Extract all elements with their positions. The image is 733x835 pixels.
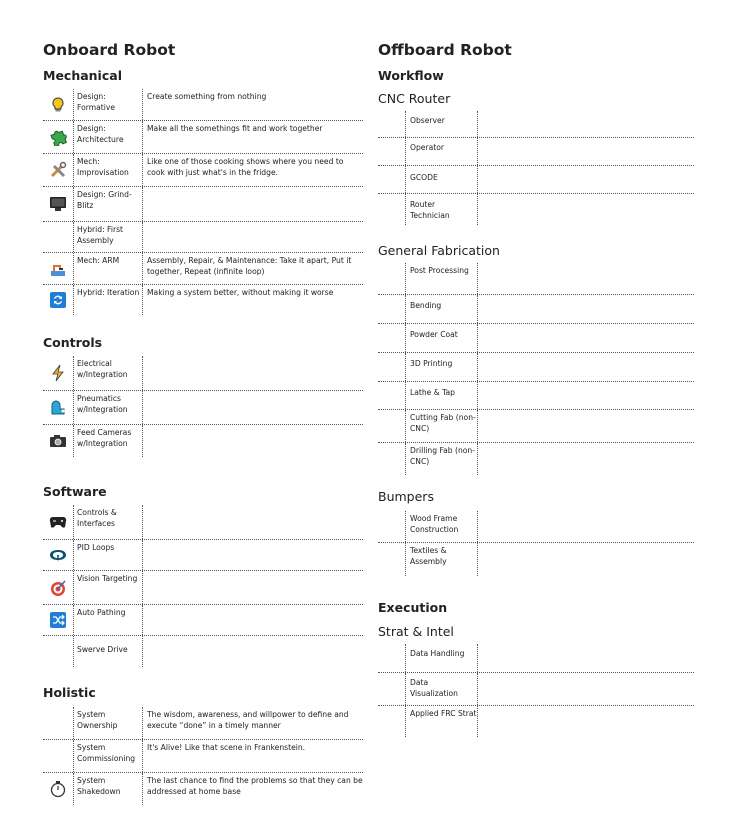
row-name: Electrical w/Integration <box>73 356 143 390</box>
row-name: Design: Formative <box>73 89 143 120</box>
row-name: Design: Architecture <box>73 121 143 153</box>
mechanical-table <box>43 89 363 315</box>
table-row <box>378 706 694 737</box>
pneumatic-icon <box>43 391 73 424</box>
table-row <box>43 154 363 187</box>
strat-heading: Strat & Intel <box>378 624 454 639</box>
table-row <box>378 511 694 543</box>
row-desc <box>145 187 363 189</box>
target-icon <box>43 571 73 604</box>
lightbulb-icon <box>43 89 73 120</box>
table-row <box>43 425 363 457</box>
row-desc <box>145 222 363 224</box>
row-desc: Like one of those cooking shows where you need to cook with just what's in the fridge. <box>147 157 344 177</box>
row-name: Data Handling <box>405 644 478 672</box>
row-desc <box>145 540 363 542</box>
row-name: Cutting Fab (non-CNC) <box>405 410 478 442</box>
row-name: Pneumatics w/Integration <box>73 391 143 424</box>
row-name: Feed Cameras w/Integration <box>73 425 143 457</box>
row-desc: The wisdom, awareness, and willpower to define and execute “done” in a timely manner <box>147 710 349 730</box>
row-name: Wood Frame Construction <box>405 511 478 542</box>
robot-arm-icon <box>43 253 73 284</box>
row-name: Hybrid: Iteration <box>73 285 143 315</box>
row-name: Controls & Interfaces <box>73 505 143 539</box>
row-desc <box>145 391 363 393</box>
row-desc <box>145 505 363 507</box>
monitor-icon <box>43 187 73 221</box>
row-desc: Create something from nothing <box>147 92 267 101</box>
controls-table <box>43 356 363 457</box>
onboard-title: Onboard Robot <box>43 41 176 59</box>
gamepad-icon <box>43 505 73 539</box>
table-row <box>43 253 363 285</box>
execution-heading: Execution <box>378 600 448 615</box>
row-name: Auto Pathing <box>73 605 143 635</box>
row-desc: Assembly, Repair, & Maintenance: Take it apart, Put it together, Repeat (infinite loop) <box>147 256 352 276</box>
software-heading: Software <box>43 484 107 499</box>
puzzle-piece-icon <box>43 121 73 153</box>
row-name: Bending <box>405 295 478 323</box>
table-row <box>378 443 694 475</box>
loop-icon <box>43 540 73 570</box>
row-desc <box>145 605 363 607</box>
tools-icon <box>43 154 73 186</box>
row-name: Hybrid: First Assembly <box>73 222 143 252</box>
table-row <box>43 121 363 154</box>
table-row <box>378 166 694 194</box>
row-name: Operator <box>405 138 478 165</box>
table-row <box>378 644 694 673</box>
row-desc: Make all the somethings fit and work together <box>147 124 323 133</box>
row-name: GCODE <box>405 166 478 193</box>
row-desc <box>145 356 363 358</box>
row-name: Swerve Drive <box>73 636 143 667</box>
cnc-table <box>378 111 694 225</box>
table-row <box>43 605 363 636</box>
table-row <box>43 187 363 222</box>
row-desc <box>145 425 363 427</box>
mechanical-heading: Mechanical <box>43 68 122 83</box>
strat-table <box>378 644 694 737</box>
row-name: Lathe & Tap <box>405 382 478 409</box>
fabrication-heading: General Fabrication <box>378 243 500 258</box>
row-desc: Making a system better, without making it worse <box>147 288 334 297</box>
cnc-heading: CNC Router <box>378 91 451 106</box>
row-name: Mech: ARM <box>73 253 143 284</box>
table-row <box>378 263 694 295</box>
table-row <box>378 382 694 410</box>
table-row <box>43 707 363 740</box>
table-row <box>43 89 363 121</box>
table-row <box>43 740 363 773</box>
row-name: Applied FRC Strat <box>405 706 478 737</box>
table-row <box>43 505 363 540</box>
holistic-table <box>43 707 363 805</box>
row-name: System Ownership <box>73 707 143 739</box>
table-row <box>43 285 363 315</box>
row-name: System Commissioning <box>73 740 143 772</box>
holistic-heading: Holistic <box>43 685 96 700</box>
row-desc: It's Alive! Like that scene in Frankenstein. <box>147 743 306 752</box>
table-row <box>43 222 363 253</box>
camera-icon <box>43 425 73 457</box>
table-row <box>43 636 363 667</box>
row-name: Textiles & Assembly <box>405 543 478 576</box>
row-name: Observer <box>405 111 478 137</box>
controls-heading: Controls <box>43 335 103 350</box>
table-row <box>378 111 694 138</box>
row-desc <box>145 636 363 638</box>
table-row <box>378 673 694 706</box>
table-row <box>378 324 694 353</box>
row-name: Powder Coat <box>405 324 478 352</box>
row-name: Data Visualization <box>405 673 478 705</box>
table-row <box>378 295 694 324</box>
row-name: PID Loops <box>73 540 143 570</box>
table-row <box>378 353 694 382</box>
table-row <box>378 194 694 225</box>
row-desc: The last chance to find the problems so that they can be addressed at home base <box>147 776 363 796</box>
row-desc <box>145 571 363 573</box>
table-row <box>378 138 694 166</box>
software-table <box>43 505 363 667</box>
fabrication-table <box>378 263 694 475</box>
workflow-heading: Workflow <box>378 68 444 83</box>
table-row <box>43 540 363 571</box>
row-name: Design: Grind-Blitz <box>73 187 143 221</box>
lightning-icon <box>43 356 73 390</box>
row-name: Router Technician <box>405 194 478 225</box>
row-name: Vision Targeting <box>73 571 143 604</box>
row-name: Drilling Fab (non-CNC) <box>405 443 478 475</box>
row-name: Post Processing <box>405 263 478 294</box>
table-row <box>43 571 363 605</box>
repeat-icon <box>43 285 73 315</box>
row-name: 3D Printing <box>405 353 478 381</box>
row-name: System Shakedown <box>73 773 143 805</box>
table-row <box>378 410 694 443</box>
table-row <box>43 773 363 805</box>
shuffle-icon <box>43 605 73 635</box>
bumpers-table <box>378 511 694 576</box>
table-row <box>43 391 363 425</box>
stopwatch-icon <box>43 773 73 805</box>
bumpers-heading: Bumpers <box>378 489 434 504</box>
row-name: Mech: Improvisation <box>73 154 143 186</box>
table-row <box>43 356 363 391</box>
offboard-title: Offboard Robot <box>378 41 512 59</box>
table-row <box>378 543 694 576</box>
